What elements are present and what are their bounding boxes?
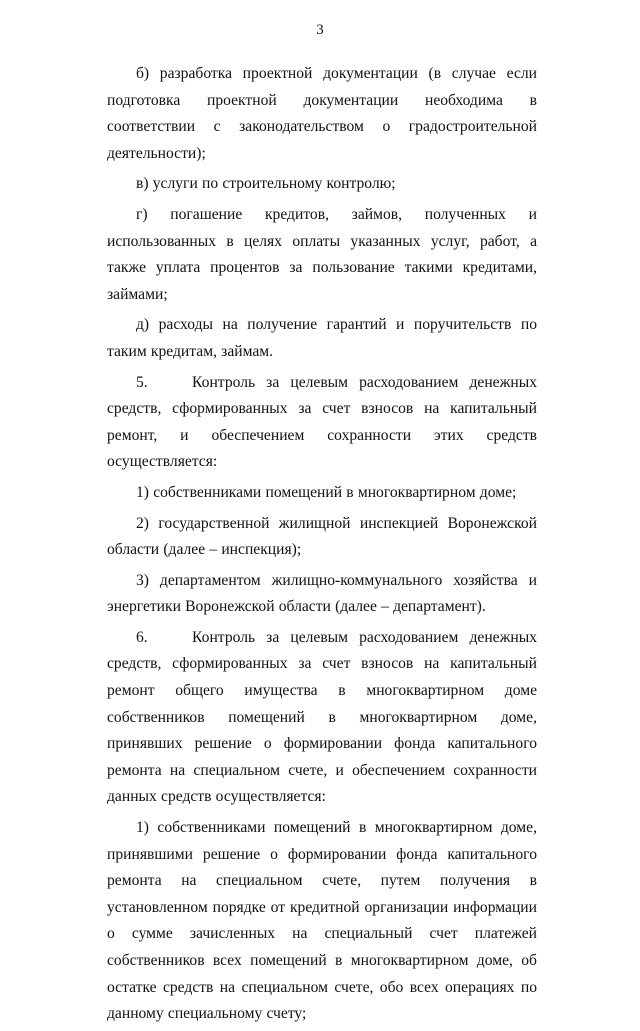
paragraph-v-construction-control: в) услуги по строительному контролю; <box>136 175 396 193</box>
paragraph-g-loan-repayment: г) погашение кредитов, займов, полученных и использованных в целях оплаты указанных услуг, работ, а также уплата процентов за пользование такими кредитами, займами; <box>107 205 537 303</box>
document-body <box>107 61 537 1031</box>
paragraph-5-control-heading: 5. Контроль за целевым расходованием денежных средств, сформированных за счет взносов на капитальный ремонт, и обеспечением сохранности этих средств осуществляется: <box>107 373 537 471</box>
paragraph-6-1-owners-special-account: 1) собственниками помещений в многоквартирном доме, принявшими решение о формировании фонда капитального ремонта на специальном счете, путем получения в установленном порядке от кредитной организации информации о сумме зачисленных на специальный счет платежей собственников всех помещений в многоквартирном доме, об остатке средств на специальном счете, обо всех операциях по данному специальному счету; <box>107 819 537 1023</box>
page-number: 3 <box>316 22 324 38</box>
paragraph-5-3-department: 3) департаментом жилищно-коммунального хозяйства и энергетики Воронежской области (далее – департамент). <box>107 571 537 616</box>
paragraph-6-control-heading: 6. Контроль за целевым расходованием денежных средств, сформированных за счет взносов на капитальный ремонт общего имущества в многоквартирном доме собственников помещений в многоквартирном доме, принявших решение о формировании фонда капитального ремонта на специальном счете, и обеспечением сохранности данных средств осуществляется: <box>107 628 537 806</box>
paragraph-d-guarantee-expenses: д) расходы на получение гарантий и поручительств по таким кредитам, займам. <box>107 316 537 360</box>
paragraph-b-design-documentation: б) разработка проектной документации (в случае если подготовка проектной документации необходима в соответствии с законодательством о градостроительной деятельности); <box>107 65 537 162</box>
paragraph-5-1-owners: 1) собственниками помещений в многоквартирном доме; <box>136 483 517 501</box>
paragraph-5-2-inspection: 2) государственной жилищной инспекцией Воронежской области (далее – инспекция); <box>107 514 537 559</box>
